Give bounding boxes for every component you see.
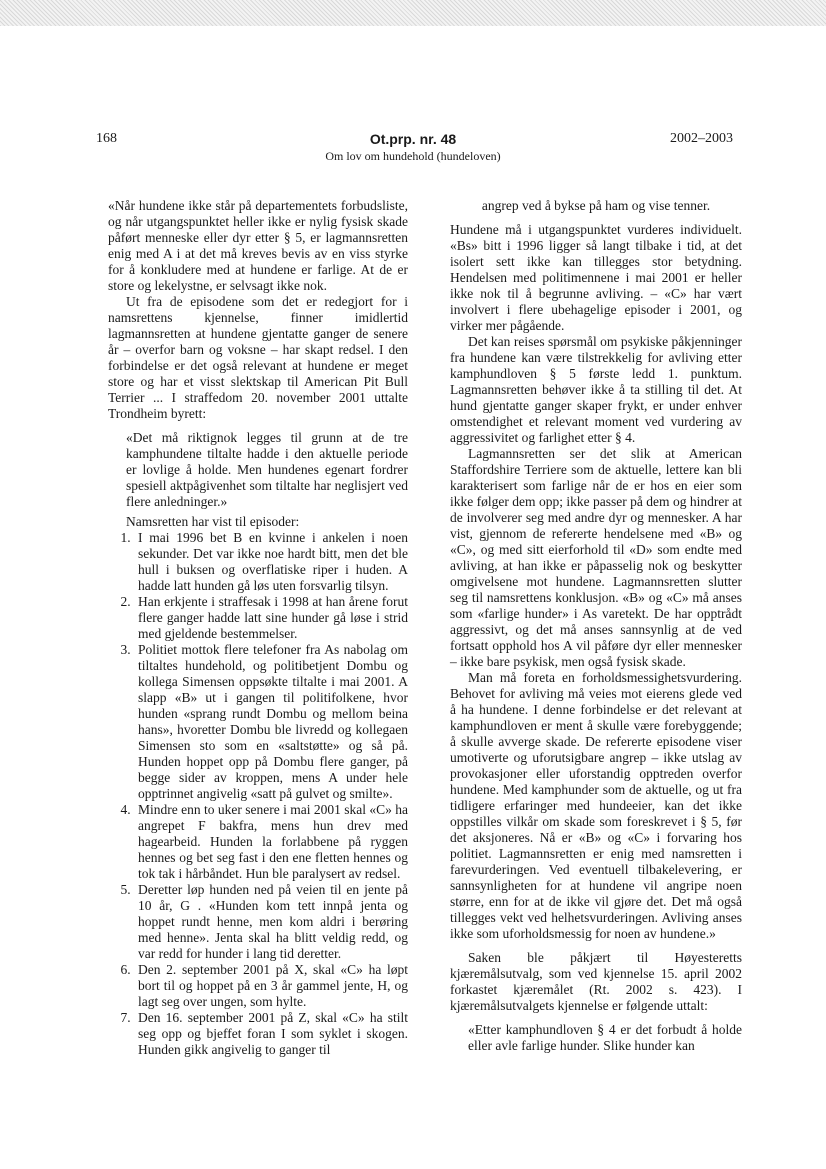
paragraph: Hundene må i utgangspunktet vurderes individuelt. «Bs» bitt i 1996 ligger så langt tilbake i tid, at det isolert sett ikke kan tillegges stor betydning. Hendelsen med politimennene i mai 2001 er heller ikke nok til å begrunne avliving. – «C» har vært involvert i flere ubehagelige episoder i 2001, og virker mer pågående.: [450, 222, 742, 333]
paragraph: Det kan reises spørsmål om psykiske påkjenninger fra hundene kan være tilstrekkelig for avliving etter kamphundloven § 5 første ledd 1. punktum. Lagmannsretten behøver ikke å ta stilling til det. At hund gjentatte ganger skaper frykt, er under enhver omstendighet et relevant moment ved vurdering av aggressivitet og farlighet etter § 4.: [450, 334, 742, 445]
document-subtitle: Om lov om hundehold (hundeloven): [325, 149, 501, 163]
list-item: 4. Mindre enn to uker senere i mai 2001 skal «C» ha angrepet F bakfra, mens hun drev med hagearbeid. Hunden la forlabbene på ryggen hennes og bet seg fast i den ene fletten hennes og tok tak i hårbåndet. Hun ble paralysert av redsel.: [134, 802, 408, 882]
list-item: 5. Deretter løp hunden ned på veien til en jente på 10 år, G . «Hunden kom tett innpå jenta og hoppet rundt henne, men kom aldri i berøring med henne». Jenta skal ha blitt veldig redd, og var redd for hunder i lang tid deretter.: [134, 882, 408, 962]
paragraph: Man må foreta en forholdsmessighetsvurdering. Behovet for avliving må veies mot eierens glede ved å ha hundene. I denne forbindelse er det relevant at kamphundloven er ment å skulle være forebyggende; å skulle avverge skade. De refererte episodene viser umotiverte og uforutsigbare angrep – ikke utslag av provokasjoner eller uforstandig opptreden overfor hundene. Med kamphunder som de aktuelle, og ut fra tidligere erfaringer med hundeeier, kan det ikke oppstilles vilkår om skade som foreskrevet i § 5, før det aksjoneres. Nå er «B» og «C» i forvaring hos politiet. Lagmannsretten er enig med namsretten i farevurderingen. Ved eventuell tilbakelevering, er sannsynligheten for at hundene vil angripe noen større, enn for at de ikke vil gjøre det. Det må også tillegges vekt ved helhetsvurderingen. Avliving anses ikke som uforholdsmessig for noen av hundene.»: [450, 670, 742, 941]
list-item: 7. Den 16. september 2001 på Z, skal «C» ha stilt seg opp og bjeffet foran I som syklet i skogen. Hunden gikk angivelig to ganger til: [134, 1010, 408, 1058]
left-column: [108, 198, 408, 1058]
block-quote: «Etter kamphundloven § 4 er det forbudt å holde eller avle farlige hunder. Slike hunder kan: [468, 1022, 742, 1053]
document-title: Ot.prp. nr. 48: [369, 131, 457, 147]
paragraph: Ut fra de episodene som det er redegjort for i namsrettens kjennelse, finner imidlertid lagmannsretten at hundene gjentatte ganger de senere år – overfor barn og voksne – har skapt redsel. I den forbindelse er det også relevant at hundene er meget store og har et visst slektskap til American Pit Bull Terrier ... I straffedom 20. november 2001 uttalte Trondheim byrett:: [108, 294, 408, 421]
document-year: 2002–2003: [670, 131, 733, 146]
page-number: 168: [96, 131, 117, 146]
scan-border: [0, 0, 826, 26]
list-item: 6. Den 2. september 2001 på X, skal «C» ha løpt bort til og hoppet på en 3 år gammel jente, H, og lagt seg over ungen, som hylte.: [134, 962, 408, 1010]
right-column: [450, 198, 742, 1054]
episode-list: [108, 530, 408, 1058]
list-item: 2. Han erkjente i straffesak i 1998 at han årene forut flere ganger hadde latt sine hunder gå løse i strid med gjeldende bestemmelser.: [134, 594, 408, 642]
paragraph: Namsretten har vist til episoder:: [126, 514, 300, 529]
paragraph: «Når hundene ikke står på departementets forbudsliste, og når utgangspunktet heller ikke er nylig fysisk skade påført menneske eller dyr etter § 5, er lagmannsretten enig med A i at det må kreves bevis av en viss styrke for å konkludere med at hundene er farlige. At de er store og lekelystne, er selvsagt ikke nok.: [108, 198, 408, 293]
paragraph: Lagmannsretten ser det slik at American Staffordshire Terriere som de aktuelle, lettere kan bli karakterisert som farlige når de er hos en eier som ikke følger dem opp; ikke passer på dem og hindrer at de involverer seg med andre dyr og mennesker. A har vist, gjennom de refererte hendelsene med «B» og «C», og med sitt eierforhold til «D» som endte med avliving, at han ikke er påpasselig nok og beskytter omgivelsene mot hundene. Lagmannsretten slutter seg til namsrettens konklusjon. «B» og «C» må anses som «farlige hunder» i As varetekt. De har opptrådt aggressivt, og det må anses sannsynlig at de ved fortsatt opphold hos A vil påføre dyr eller mennesker – ikke bare psykisk, men også fysisk skade.: [450, 446, 742, 669]
paragraph: Saken ble påkjært til Høyesteretts kjæremålsutvalg, som ved kjennelse 15. april 2002 forkastet kjæremålet (Rt. 2002 s. 423). I kjæremålsutvalgets kjennelse er følgende uttalt:: [450, 950, 742, 1013]
continued-line: angrep ved å bykse på ham og vise tenner.: [481, 198, 711, 213]
list-item: 1. I mai 1996 bet B en kvinne i ankelen i noen sekunder. Det var ikke noe hardt bitt, men det ble hull i buksen og overflatiske riper i huden. A hadde latt hunden gå løs uten forsvarlig tilsyn.: [134, 530, 408, 594]
running-header: [200, 131, 626, 164]
block-quote: «Det må riktignok legges til grunn at de tre kamphundene tiltalte hadde i den aktuelle periode er lovlige å holde. Men hundenes egenart fordrer spesiell aktpågivenhet som tiltalte har neglisjert ved flere anledninger.»: [126, 430, 408, 509]
list-item: 3. Politiet mottok flere telefoner fra As nabolag om tiltaltes hundehold, og politibetjent Dombu og kollega Simensen oppsøkte tiltalte i mai 2001. A slapp «B» ut i gangen til politifolkene, hvor hunden «sprang rundt Dombu og mellom beina hans», hvoretter Dombu ble livredd og kollegaen Simensen sto som en «saltstøtte» og så på. Hunden hoppet opp på Dombu flere ganger, på begge sider av kroppen, mens A under hele opptrinnet angivelig «satt på gulvet og smilte».: [134, 642, 408, 802]
